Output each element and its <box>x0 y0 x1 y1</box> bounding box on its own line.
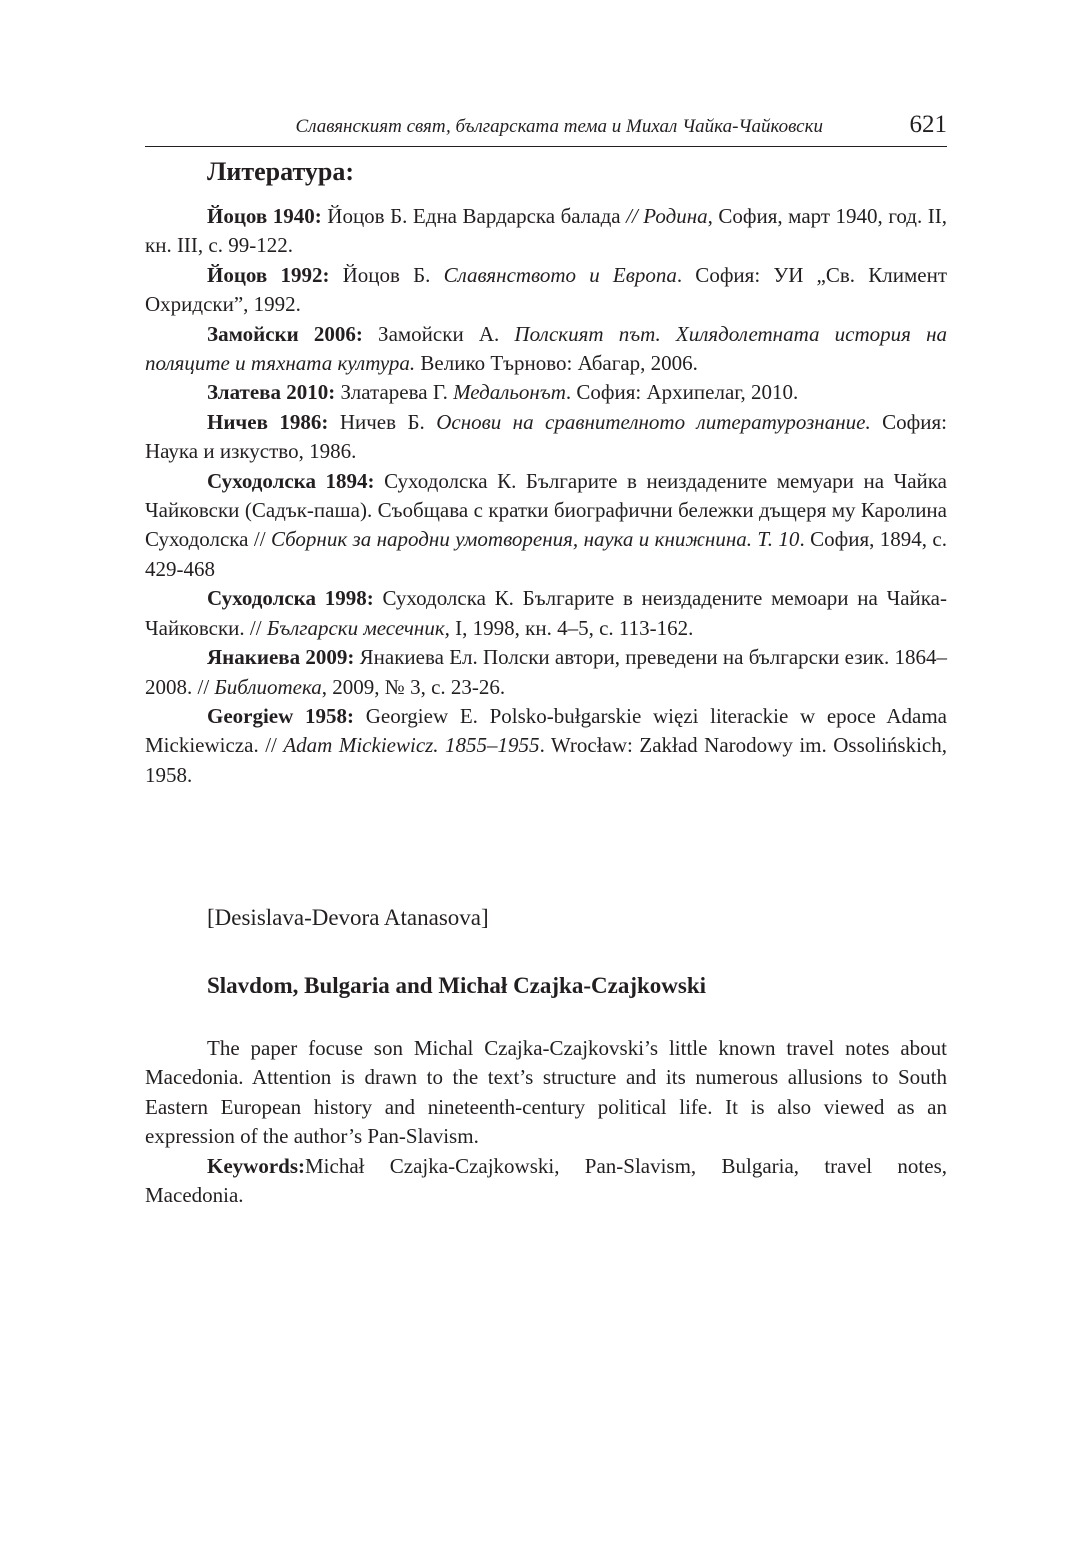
reference-text: Суходолска К. Българите в неиздадените мемуари на Чайка Чайковски (Садък-паша). Съобщава с кратки биографични бележки дъщеря му Каролина Суходолска // <box>145 468 947 552</box>
reference-key: Суходолска 1998: <box>207 586 374 611</box>
references-heading: Литература: <box>207 157 354 186</box>
reference-italic: Библиотека <box>214 674 322 699</box>
reference-text: . София: Архипелаг, 2010. <box>565 380 799 405</box>
reference-key: Янакиева 2009: <box>207 645 355 670</box>
reference-entry <box>145 467 947 585</box>
running-header <box>145 112 947 147</box>
running-title: Славянският свят, българската тема и Михал Чайка-Чайковски <box>295 116 823 137</box>
reference-text: . София: УИ „Св. Климент Охридски”, 1992. <box>145 262 947 317</box>
reference-key: Суходолска 1894: <box>207 468 375 493</box>
reference-text: Янакиева Ел. Полски автори, преведени на български език. 1864–2008. // <box>145 645 947 699</box>
reference-entry <box>145 702 947 790</box>
reference-key: Йоцов 1992: <box>207 262 330 287</box>
reference-italic: Основи на сравнителното литературознание. <box>436 409 871 434</box>
summary-title: Slavdom, Bulgaria and Michał Czajka-Czajkowski <box>207 973 707 998</box>
reference-entry <box>145 643 947 702</box>
reference-text: Йоцов Б. <box>329 262 444 287</box>
reference-text: София: Наука и изкуство, 1986. <box>145 409 947 464</box>
reference-text: I, 1998, кн. 4–5, с. 113-162. <box>449 615 694 640</box>
references-list <box>145 202 947 790</box>
reference-key: Georgiew 1958: <box>207 703 354 728</box>
reference-entry <box>145 378 947 407</box>
reference-text: . Wrocław: Zakład Narodowy im. Ossolińskich, 1958. <box>145 733 947 787</box>
reference-italic: Медальонът <box>453 380 566 405</box>
reference-entry <box>145 261 947 320</box>
page-number: 621 <box>909 111 947 138</box>
reference-italic: Славянството и Европа <box>443 262 677 287</box>
reference-key: Йоцов 1940: <box>207 204 322 228</box>
reference-text: , 2009, № 3, с. 23-26. <box>321 674 506 699</box>
reference-text: Замойски А. <box>362 321 515 346</box>
summary-author: [Desislava-Devora Atanasova] <box>207 905 489 930</box>
abstract-text: The paper focuse son Michal Czajka-Czajkovski’s little known travel notes about Macedonia. Attention is drawn to the text’s structure and its numerous allusions to South Eastern European history and nineteenth-century political life. It is also viewed as an expression of the author’s Pan-Slavism. <box>145 1036 947 1149</box>
reference-entry <box>145 202 947 261</box>
reference-italic: Сборник за народни умотворения, наука и книжнина. Т. 10 <box>270 527 800 552</box>
reference-key: Замойски 2006: <box>207 321 363 346</box>
keywords-line <box>145 1152 947 1211</box>
reference-text: Georgiew E. Polsko-bułgarskie więzi literackie w epoce Adama Mickiewicza. // <box>145 703 947 758</box>
reference-key: Ничев 1986: <box>207 409 329 434</box>
reference-text: Йоцов Б. Една Вардарска балада <box>321 204 627 228</box>
reference-text: Златарева Г. <box>335 380 454 405</box>
reference-text: Суходолска К. Българите в неиздадените мемоари на Чайка-Чайковски. // <box>145 586 947 640</box>
reference-text: , София, март 1940, год. II, кн. III, с. 99-122. <box>145 204 947 258</box>
reference-text: Ничев Б. <box>328 409 437 434</box>
reference-entry <box>145 408 947 467</box>
reference-key: Златева 2010: <box>207 380 336 405</box>
keywords-text: Michał Czajka-Czajkowski, Pan-Slavism, Bulgaria, travel notes, Macedonia. <box>145 1153 947 1208</box>
reference-italic: Български месечник, <box>266 615 450 640</box>
reference-entry <box>145 320 947 379</box>
summary-abstract <box>145 1034 947 1210</box>
keywords-label: Keywords: <box>207 1153 305 1178</box>
reference-italic: Adam Mickiewicz. 1855–1955 <box>283 733 540 758</box>
reference-text: Велико Търново: Абагар, 2006. <box>415 351 698 376</box>
reference-text: . София, 1894, с. 429-468 <box>145 527 947 581</box>
reference-entry <box>145 584 947 643</box>
reference-italic: Полският път. Хилядолетната история на поляците и тяхната култура. <box>145 321 947 376</box>
reference-italic: // Родина <box>626 204 708 228</box>
